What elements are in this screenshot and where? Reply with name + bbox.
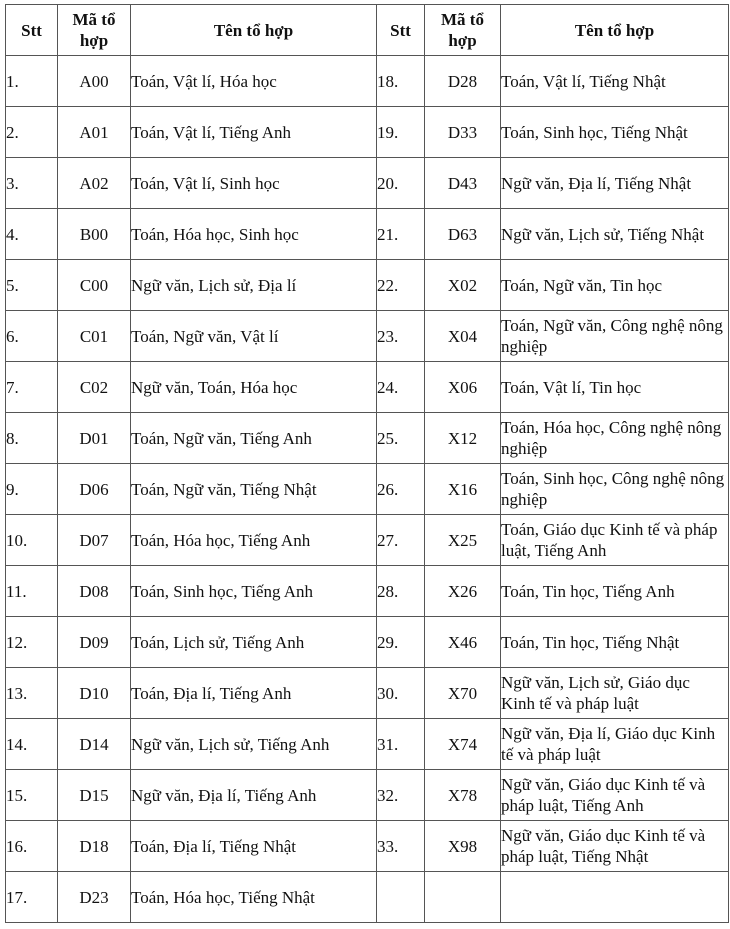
- table-row: [6, 821, 729, 872]
- cell-right-name: Ngữ văn, Lịch sử, Giáo dục Kinh tế và pháp luật: [501, 668, 729, 719]
- cell-right-stt: 26.: [377, 464, 425, 515]
- cell-left-stt: 3.: [6, 158, 58, 209]
- cell-left-stt: 12.: [6, 617, 58, 668]
- cell-left-name: Toán, Hóa học, Tiếng Nhật: [131, 872, 377, 923]
- cell-right-name: Toán, Giáo dục Kinh tế và pháp luật, Tiếng Anh: [501, 515, 729, 566]
- table-row: [6, 770, 729, 821]
- table-body: [6, 56, 729, 923]
- cell-left-name: Toán, Lịch sử, Tiếng Anh: [131, 617, 377, 668]
- cell-right-code: X74: [425, 719, 501, 770]
- cell-left-code: A01: [58, 107, 131, 158]
- cell-left-code: D08: [58, 566, 131, 617]
- cell-right-stt: 21.: [377, 209, 425, 260]
- cell-right-stt: 30.: [377, 668, 425, 719]
- cell-left-name: Toán, Hóa học, Tiếng Anh: [131, 515, 377, 566]
- table-row: [6, 668, 729, 719]
- cell-right-stt: 29.: [377, 617, 425, 668]
- cell-right-name: Toán, Sinh học, Tiếng Nhật: [501, 107, 729, 158]
- cell-right-code: X25: [425, 515, 501, 566]
- cell-left-code: D23: [58, 872, 131, 923]
- cell-right-name: Toán, Vật lí, Tiếng Nhật: [501, 56, 729, 107]
- cell-left-name: Toán, Sinh học, Tiếng Anh: [131, 566, 377, 617]
- cell-right-code: X46: [425, 617, 501, 668]
- cell-right-stt: 20.: [377, 158, 425, 209]
- cell-left-name: Toán, Ngữ văn, Vật lí: [131, 311, 377, 362]
- cell-left-name: Toán, Ngữ văn, Tiếng Anh: [131, 413, 377, 464]
- header-name-right: Tên tổ hợp: [501, 5, 729, 56]
- cell-right-stt: 25.: [377, 413, 425, 464]
- table-row: [6, 515, 729, 566]
- cell-left-stt: 5.: [6, 260, 58, 311]
- cell-right-stt: 18.: [377, 56, 425, 107]
- table-row: [6, 260, 729, 311]
- cell-left-code: A00: [58, 56, 131, 107]
- cell-right-name: Toán, Vật lí, Tin học: [501, 362, 729, 413]
- cell-left-code: D01: [58, 413, 131, 464]
- cell-left-code: D15: [58, 770, 131, 821]
- cell-right-code: D33: [425, 107, 501, 158]
- header-row: [6, 5, 729, 56]
- cell-left-code: D14: [58, 719, 131, 770]
- cell-right-code: X12: [425, 413, 501, 464]
- cell-right-name: Toán, Ngữ văn, Công nghệ nông nghiệp: [501, 311, 729, 362]
- cell-right-stt: [377, 872, 425, 923]
- cell-left-stt: 14.: [6, 719, 58, 770]
- cell-right-code: X78: [425, 770, 501, 821]
- cell-right-stt: 32.: [377, 770, 425, 821]
- cell-right-code: D63: [425, 209, 501, 260]
- cell-left-stt: 6.: [6, 311, 58, 362]
- cell-right-code: X04: [425, 311, 501, 362]
- cell-left-stt: 13.: [6, 668, 58, 719]
- header-code-right: Mã tổ hợp: [425, 5, 501, 56]
- cell-left-stt: 4.: [6, 209, 58, 260]
- cell-right-stt: 23.: [377, 311, 425, 362]
- cell-left-name: Toán, Địa lí, Tiếng Anh: [131, 668, 377, 719]
- cell-right-code: X02: [425, 260, 501, 311]
- table-row: [6, 56, 729, 107]
- cell-right-name: Ngữ văn, Giáo dục Kinh tế và pháp luật, Tiếng Anh: [501, 770, 729, 821]
- cell-left-stt: 8.: [6, 413, 58, 464]
- cell-left-code: C00: [58, 260, 131, 311]
- table-row: [6, 872, 729, 923]
- header-stt-left: Stt: [6, 5, 58, 56]
- cell-left-stt: 15.: [6, 770, 58, 821]
- cell-left-code: C02: [58, 362, 131, 413]
- cell-left-name: Ngữ văn, Toán, Hóa học: [131, 362, 377, 413]
- header-name-left: Tên tổ hợp: [131, 5, 377, 56]
- cell-left-stt: 2.: [6, 107, 58, 158]
- cell-left-code: D07: [58, 515, 131, 566]
- cell-left-name: Toán, Vật lí, Hóa học: [131, 56, 377, 107]
- cell-right-stt: 31.: [377, 719, 425, 770]
- table-row: [6, 311, 729, 362]
- cell-left-code: B00: [58, 209, 131, 260]
- cell-right-code: X98: [425, 821, 501, 872]
- header-stt-right: Stt: [377, 5, 425, 56]
- cell-right-code: X16: [425, 464, 501, 515]
- cell-left-name: Toán, Địa lí, Tiếng Nhật: [131, 821, 377, 872]
- cell-right-stt: 24.: [377, 362, 425, 413]
- cell-right-name: Toán, Tin học, Tiếng Nhật: [501, 617, 729, 668]
- cell-left-stt: 10.: [6, 515, 58, 566]
- cell-right-name: Ngữ văn, Địa lí, Tiếng Nhật: [501, 158, 729, 209]
- cell-right-stt: 33.: [377, 821, 425, 872]
- cell-right-name: Toán, Tin học, Tiếng Anh: [501, 566, 729, 617]
- cell-right-name: Toán, Ngữ văn, Tin học: [501, 260, 729, 311]
- cell-left-code: D09: [58, 617, 131, 668]
- cell-left-stt: 17.: [6, 872, 58, 923]
- cell-right-code: D28: [425, 56, 501, 107]
- cell-right-stt: 22.: [377, 260, 425, 311]
- cell-right-code: X26: [425, 566, 501, 617]
- cell-left-code: D06: [58, 464, 131, 515]
- cell-left-name: Toán, Vật lí, Sinh học: [131, 158, 377, 209]
- cell-left-code: D10: [58, 668, 131, 719]
- cell-right-name: [501, 872, 729, 923]
- table-row: [6, 464, 729, 515]
- table-row: [6, 158, 729, 209]
- table-row: [6, 413, 729, 464]
- cell-left-name: Ngữ văn, Lịch sử, Địa lí: [131, 260, 377, 311]
- cell-right-name: Ngữ văn, Địa lí, Giáo dục Kinh tế và pháp luật: [501, 719, 729, 770]
- cell-right-name: Ngữ văn, Lịch sử, Tiếng Nhật: [501, 209, 729, 260]
- cell-right-stt: 19.: [377, 107, 425, 158]
- table-row: [6, 719, 729, 770]
- table-row: [6, 566, 729, 617]
- cell-left-code: C01: [58, 311, 131, 362]
- cell-right-code: X70: [425, 668, 501, 719]
- cell-left-stt: 7.: [6, 362, 58, 413]
- cell-right-code: D43: [425, 158, 501, 209]
- cell-left-stt: 11.: [6, 566, 58, 617]
- cell-right-code: X06: [425, 362, 501, 413]
- table-row: [6, 362, 729, 413]
- cell-right-stt: 28.: [377, 566, 425, 617]
- cell-left-name: Toán, Vật lí, Tiếng Anh: [131, 107, 377, 158]
- cell-right-name: Toán, Hóa học, Công nghệ nông nghiệp: [501, 413, 729, 464]
- cell-right-code: [425, 872, 501, 923]
- cell-left-stt: 16.: [6, 821, 58, 872]
- cell-left-code: A02: [58, 158, 131, 209]
- cell-right-name: Toán, Sinh học, Công nghệ nông nghiệp: [501, 464, 729, 515]
- subject-combination-table: [5, 4, 729, 923]
- header-code-left: Mã tổ hợp: [58, 5, 131, 56]
- cell-right-name: Ngữ văn, Giáo dục Kinh tế và pháp luật, Tiếng Nhật: [501, 821, 729, 872]
- cell-left-name: Toán, Hóa học, Sinh học: [131, 209, 377, 260]
- cell-left-name: Toán, Ngữ văn, Tiếng Nhật: [131, 464, 377, 515]
- table-row: [6, 209, 729, 260]
- cell-left-name: Ngữ văn, Địa lí, Tiếng Anh: [131, 770, 377, 821]
- cell-left-stt: 9.: [6, 464, 58, 515]
- table-row: [6, 107, 729, 158]
- table-row: [6, 617, 729, 668]
- cell-left-name: Ngữ văn, Lịch sử, Tiếng Anh: [131, 719, 377, 770]
- cell-right-stt: 27.: [377, 515, 425, 566]
- cell-left-stt: 1.: [6, 56, 58, 107]
- cell-left-code: D18: [58, 821, 131, 872]
